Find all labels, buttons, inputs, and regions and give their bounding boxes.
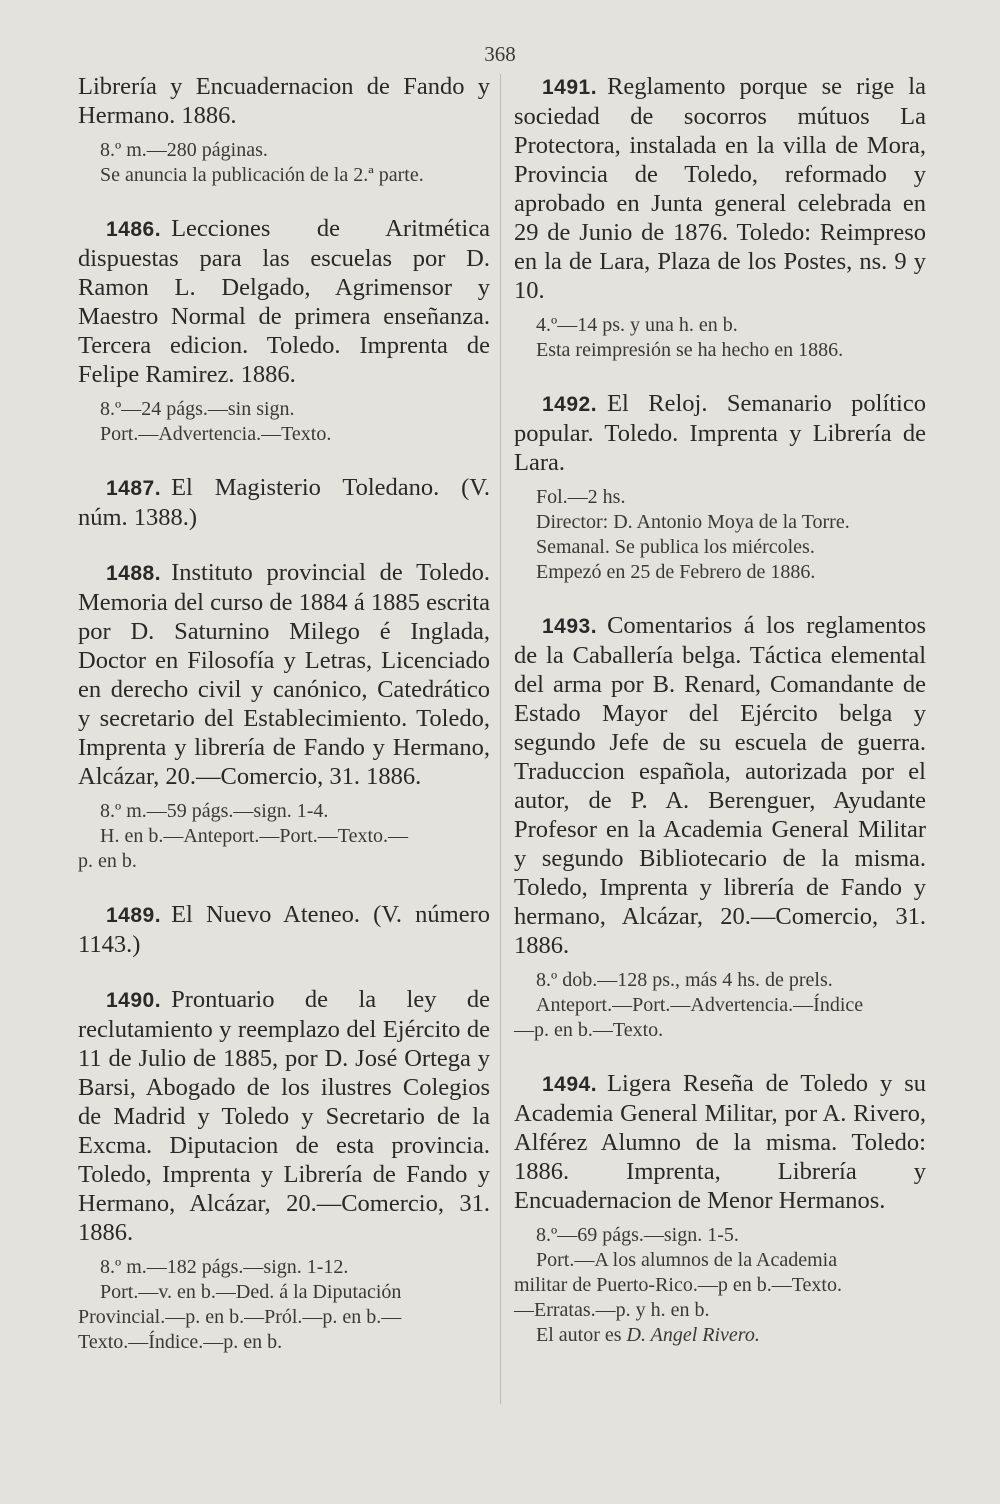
entry-note: Se anuncia la publicación de la 2.ª parte. xyxy=(100,164,424,186)
entry-number: 1492. xyxy=(542,393,598,416)
entry-description: Reglamento porque se rige la sociedad de socorros mútuos La Protectora, instalada en la villa de Mora, Provincia de Toledo, reformado y aprobado en Junta general celebrada en 29 de Junio de 1876. Toledo: Reimpreso en la de Lara, Plaza de los Postes, ns. 9 y 10. xyxy=(514,73,926,304)
entry-note: Texto.—Índice.—p. en b. xyxy=(78,1331,283,1353)
catalog-entry-1488 xyxy=(78,558,490,874)
catalog-entry-1494 xyxy=(514,1069,926,1348)
entry-note: militar de Puerto-Rico.—p en b.—Texto. xyxy=(514,1274,842,1296)
entry-text xyxy=(78,214,490,389)
entry-note: Semanal. Se publica los miércoles. xyxy=(536,536,815,558)
entry-note: Provincial.—p. en b.—Pról.—p. en b.— xyxy=(78,1306,402,1328)
catalog-entry-1489 xyxy=(78,900,490,959)
entry-notes xyxy=(514,313,926,363)
entry-note: Anteport.—Port.—Advertencia.—Índice xyxy=(536,994,864,1016)
entry-notes xyxy=(514,968,926,1043)
entry-number: 1491. xyxy=(542,76,598,99)
entry-note: Port.—A los alumnos de la Academia xyxy=(536,1249,838,1271)
entry-number: 1490. xyxy=(106,989,162,1012)
catalog-entry-1487 xyxy=(78,473,490,532)
page-number: 368 xyxy=(484,42,516,66)
entry-description: El Reloj. Semanario político popular. Toledo. Imprenta y Librería de Lara. xyxy=(514,390,926,476)
entry-text: Librería y Encuadernacion de Fando y Hermano. 1886. xyxy=(78,73,490,129)
author-prefix: El autor es xyxy=(536,1324,627,1346)
entry-text xyxy=(78,900,490,959)
entry-notes xyxy=(514,1223,926,1348)
entry-number: 1494. xyxy=(542,1073,598,1096)
entry-notes xyxy=(78,397,490,447)
entry-description: Instituto provincial de Toledo. Memoria del curso de 1884 á 1885 escrita por D. Saturnino Milego é Inglada, Doctor en Filosofía y Letras, Licenciado en derecho civil y canónico, Catedrático y secretario del Establecimiento. Toledo, Imprenta y librería de Fando y Hermano, Alcázar, 20.—Comercio, 31. 1886. xyxy=(78,559,490,790)
entry-description: Lecciones de Aritmética dispuestas para las escuelas por D. Ramon L. Delgado, Agrimensor y Maestro Normal de primera enseñanza. Tercera edicion. Toledo. Imprenta de Felipe Ramirez. 1886. xyxy=(78,215,490,388)
entry-note: Port.—v. en b.—Ded. á la Diputación xyxy=(100,1281,402,1303)
entry-notes xyxy=(78,799,490,874)
entry-number: 1489. xyxy=(106,904,162,927)
continued-entry xyxy=(78,72,490,188)
entry-note: 8.º dob.—128 ps., más 4 hs. de prels. xyxy=(536,969,833,991)
entry-description: Comentarios á los reglamentos de la Caballería belga. Táctica elemental del arma por B. Renard, Comandante de Estado Mayor del Ejército belga y segundo Jefe de su escuela de guerra. Traduccion española, autorizada por el autor, de P. A. Berenguer, Ayudante Profesor en la Academia General Militar y segundo Bibliotecario de la misma. Toledo, Imprenta y librería de Fando y hermano, Alcázar, 20.—Comercio, 31. 1886. xyxy=(514,612,926,959)
catalog-entry-1492 xyxy=(514,389,926,585)
catalog-entry-1493 xyxy=(514,611,926,1043)
entry-text xyxy=(514,1069,926,1215)
catalog-entry-1490 xyxy=(78,985,490,1355)
column-divider xyxy=(500,74,501,1404)
entry-text xyxy=(78,985,490,1247)
entry-note: —Erratas.—p. y h. en b. xyxy=(514,1299,710,1321)
entry-note: 8.º—24 págs.—sin sign. xyxy=(100,398,295,420)
author-name: D. Angel Rivero. xyxy=(626,1324,760,1346)
entry-note: Esta reimpresión se ha hecho en 1886. xyxy=(536,339,844,361)
entry-note: 4.º—14 ps. y una h. en b. xyxy=(536,314,738,336)
entry-note: 8.º m.—182 págs.—sign. 1-12. xyxy=(100,1256,349,1278)
entry-number: 1487. xyxy=(106,477,162,500)
entry-description: Ligera Reseña de Toledo y su Academia General Militar, por A. Rivero, Alférez Alumno de la misma. Toledo: 1886. Imprenta, Librería y Encuadernacion de Menor Hermanos. xyxy=(514,1070,926,1214)
entry-notes xyxy=(514,485,926,585)
entry-text xyxy=(78,558,490,791)
entry-description: Prontuario de la ley de reclutamiento y reemplazo del Ejército de 11 de Julio de 1885, por D. José Ortega y Barsi, Abogado de los ilustres Colegios de Madrid y Toledo y Secretario de la Excma. Diputacion de esta provincia. Toledo, Imprenta y Librería de Fando y Hermano, Alcázar, 20.—Comercio, 31. 1886. xyxy=(78,986,490,1246)
entry-notes xyxy=(78,138,490,188)
left-column xyxy=(78,72,490,1381)
entry-number: 1486. xyxy=(106,218,162,241)
entry-number: 1488. xyxy=(106,562,162,585)
entry-description: El Magisterio Toledano. (V. núm. 1388.) xyxy=(78,474,490,531)
catalog-entry-1491 xyxy=(514,72,926,363)
entry-description: El Nuevo Ateneo. (V. número 1143.) xyxy=(78,901,490,958)
right-column xyxy=(514,72,926,1374)
entry-note: 8.º m.—59 págs.—sign. 1-4. xyxy=(100,800,329,822)
entry-note: Empezó en 25 de Febrero de 1886. xyxy=(536,561,816,583)
entry-text xyxy=(78,473,490,532)
entry-note: Director: D. Antonio Moya de la Torre. xyxy=(536,511,850,533)
entry-text xyxy=(514,389,926,477)
entry-note: Fol.—2 hs. xyxy=(536,486,626,508)
entry-note: 8.º m.—280 páginas. xyxy=(100,139,268,161)
entry-text xyxy=(514,72,926,305)
entry-notes xyxy=(78,1255,490,1355)
entry-note: Port.—Advertencia.—Texto. xyxy=(100,423,332,445)
catalog-entry-1486 xyxy=(78,214,490,447)
entry-note: —p. en b.—Texto. xyxy=(514,1019,664,1041)
entry-number: 1493. xyxy=(542,615,598,638)
entry-note: p. en b. xyxy=(78,850,137,872)
entry-text xyxy=(514,611,926,960)
entry-note: 8.º—69 págs.—sign. 1-5. xyxy=(536,1224,739,1246)
author-note xyxy=(514,1323,926,1348)
entry-note: H. en b.—Anteport.—Port.—Texto.— xyxy=(100,825,409,847)
